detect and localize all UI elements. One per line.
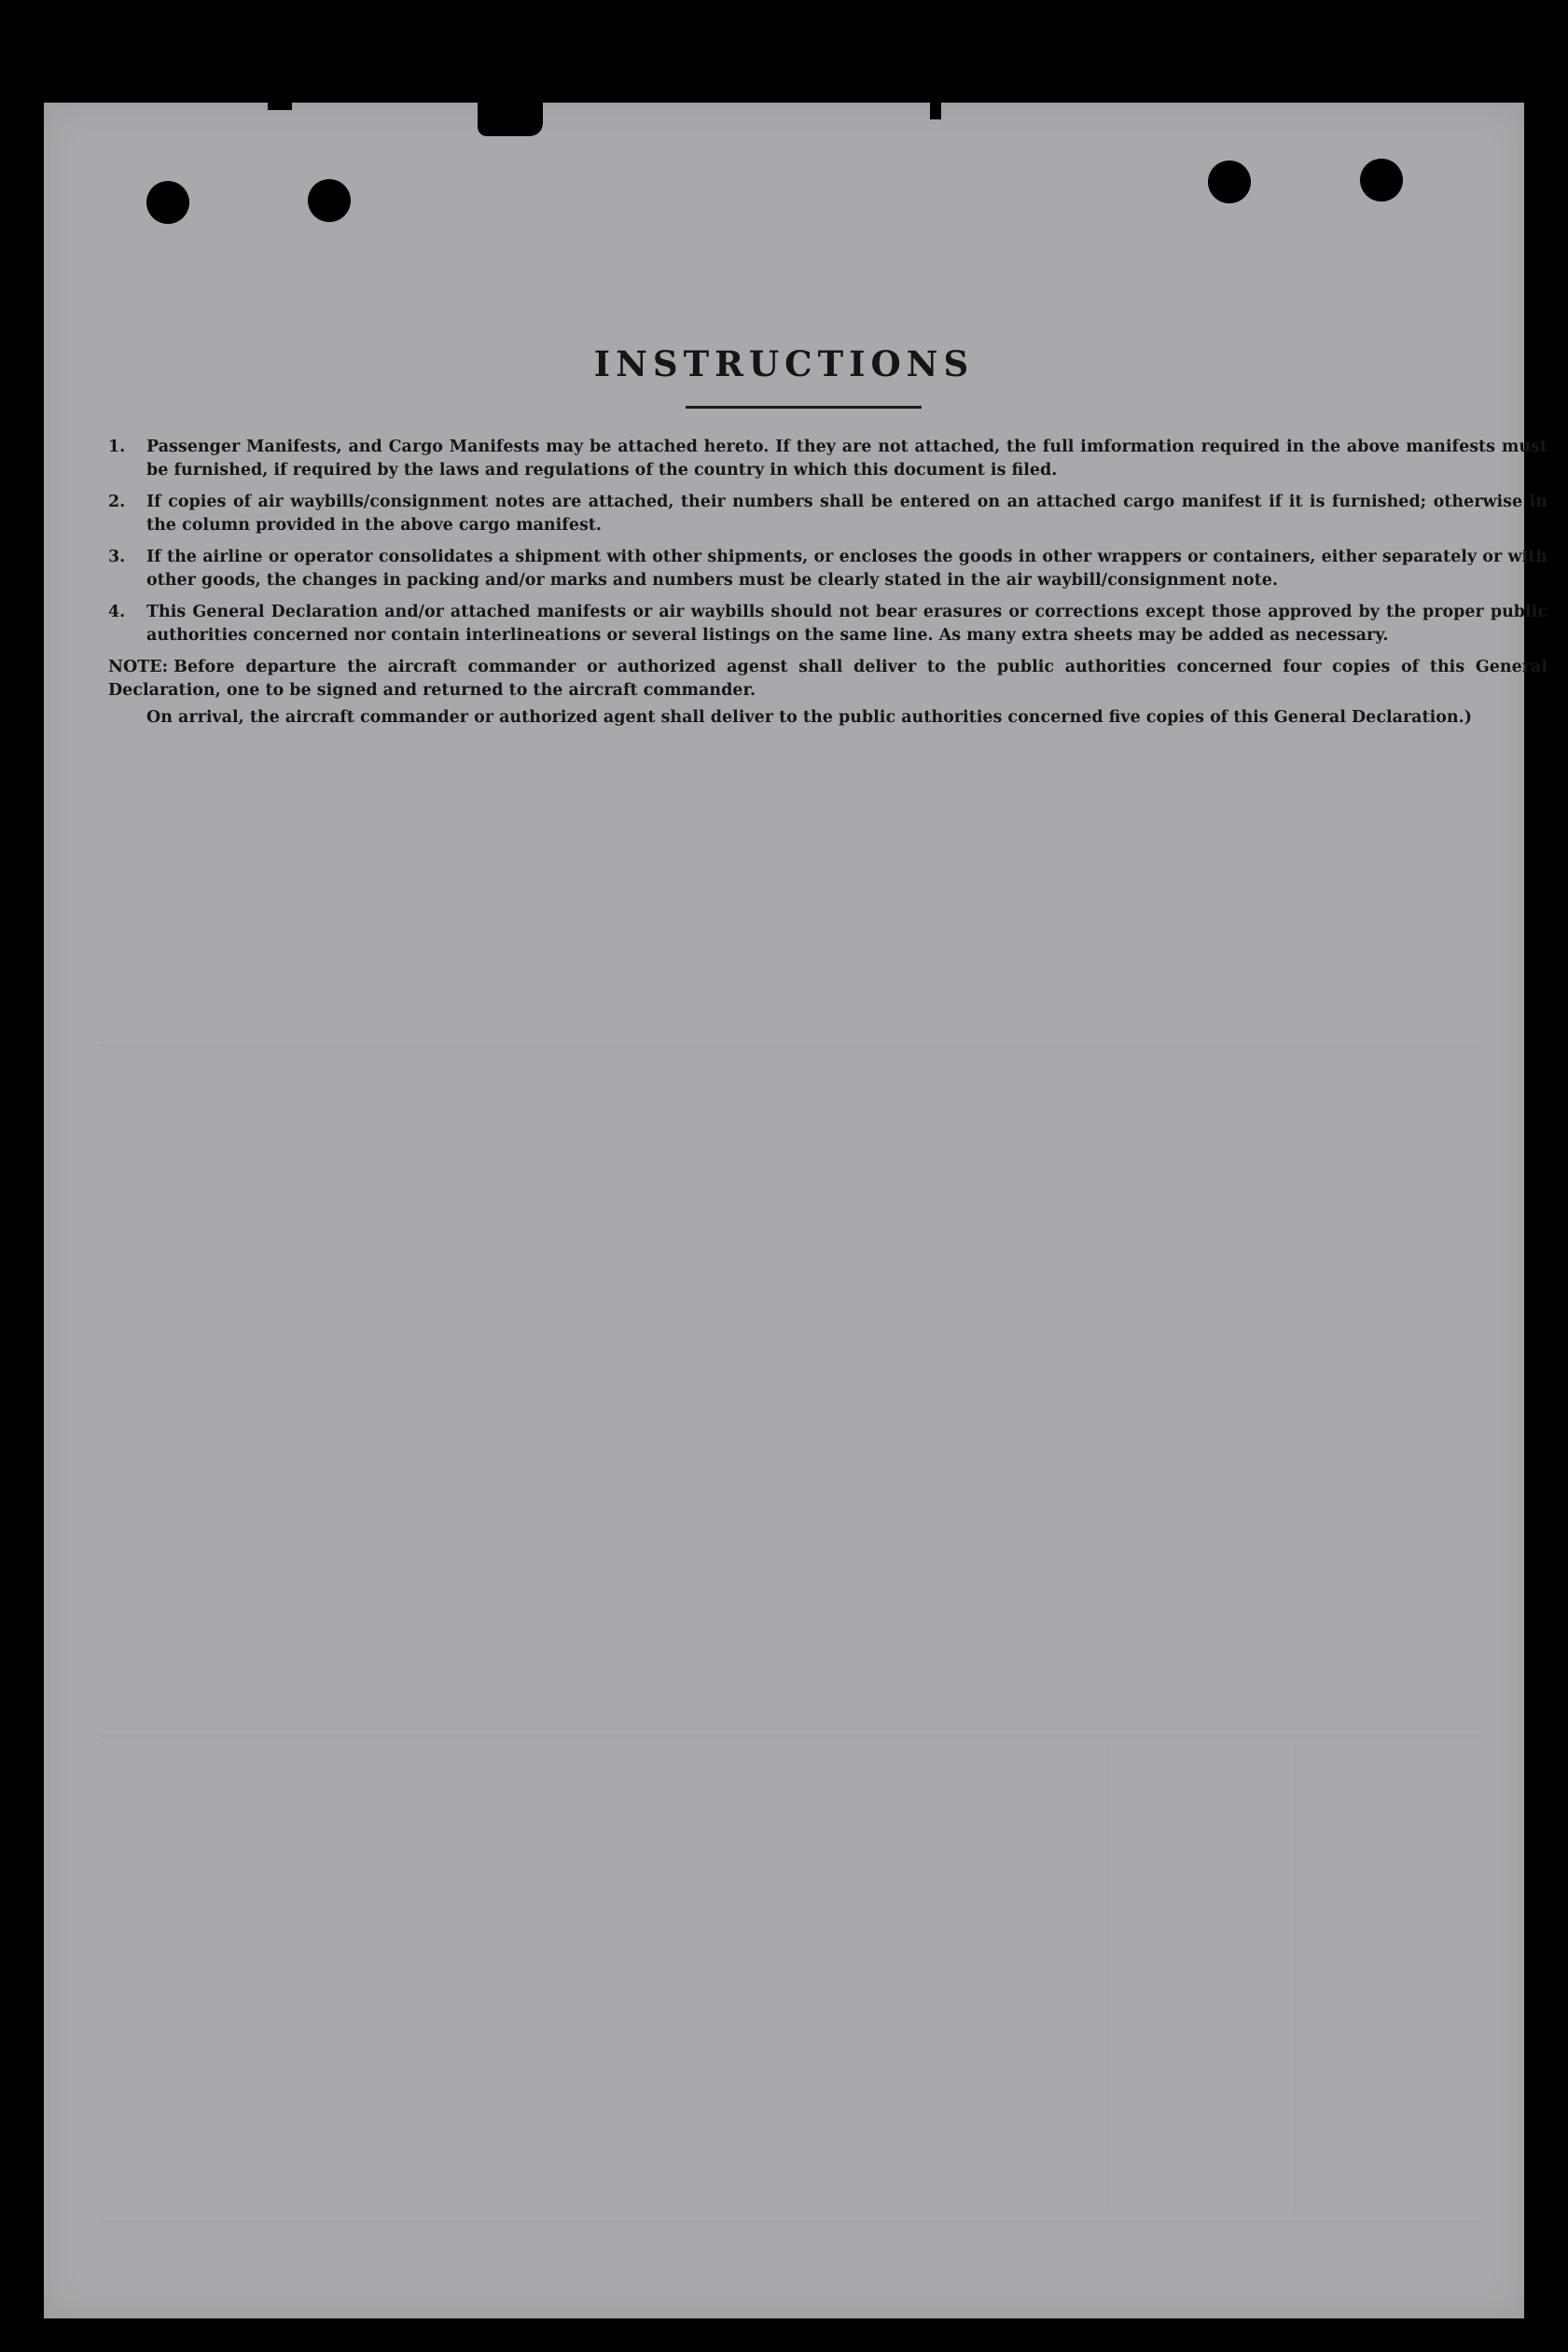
item-number: 2. — [108, 493, 126, 511]
bleed-through-rule — [100, 1045, 1480, 1047]
torn-edge-notch — [930, 99, 941, 119]
punch-hole — [1360, 159, 1403, 202]
note-section — [108, 656, 1547, 730]
list-item — [108, 546, 1547, 592]
torn-edge-notch — [268, 99, 292, 110]
title-underline — [686, 406, 922, 409]
note-label: NOTE: — [108, 658, 169, 676]
bleed-through-rule — [100, 1735, 1480, 1737]
document-page — [44, 103, 1547, 2318]
instructions-list — [108, 436, 1547, 730]
item-number: 4. — [108, 603, 126, 621]
item-text: If the airline or operator consolidates a shipment with other shipments, or encloses the goods in other wrappers or containers, either separately or with other goods, the changes in packing and/or marks and numbers must be clearly stated in the air waybill/consignment note. — [146, 548, 1547, 590]
list-item — [108, 491, 1547, 537]
bleed-through-rule — [1294, 1745, 1296, 2211]
note-departure — [108, 656, 1547, 703]
item-text: This General Declaration and/or attached manifests or air waybills should not bear erasures or corrections except those approved by the proper public authorities concerned nor contain interlineations or several listings on the same line. As many extra sheets may be added as necessary. — [146, 603, 1547, 645]
item-number: 3. — [108, 548, 126, 566]
bleed-through-rule — [100, 2220, 1480, 2222]
list-item — [108, 601, 1547, 647]
punch-hole — [146, 181, 189, 224]
bleed-through-rule — [1107, 1745, 1109, 2211]
item-number: 1. — [108, 438, 126, 456]
item-text: If copies of air waybills/consignment notes are attached, their numbers shall be entered on an attached cargo manifest if it is furnished; otherwise in the column provided in the above cargo manifest. — [146, 493, 1547, 535]
punch-hole — [1208, 160, 1251, 203]
item-text: Passenger Manifests, and Cargo Manifests may be attached hereto. If they are not attached, the full imformation required in the above manifests must be furnished, if required by the laws and regulations of the country in which this document is filed. — [146, 438, 1547, 480]
list-item — [108, 436, 1547, 482]
note-departure-text: Before departure the aircraft commander or authorized agenst shall deliver to the public authorities concerned four copies of this General Declaration, one to be signed and returned to the aircraft commander. — [108, 658, 1547, 700]
torn-edge-notch — [478, 99, 543, 136]
note-arrival: On arrival, the aircraft commander or authorized agent shall deliver to the public authorities concerned five copies of this General Declaration.) — [146, 708, 1473, 727]
punch-hole — [308, 179, 351, 222]
page-title: INSTRUCTIONS — [593, 343, 975, 384]
